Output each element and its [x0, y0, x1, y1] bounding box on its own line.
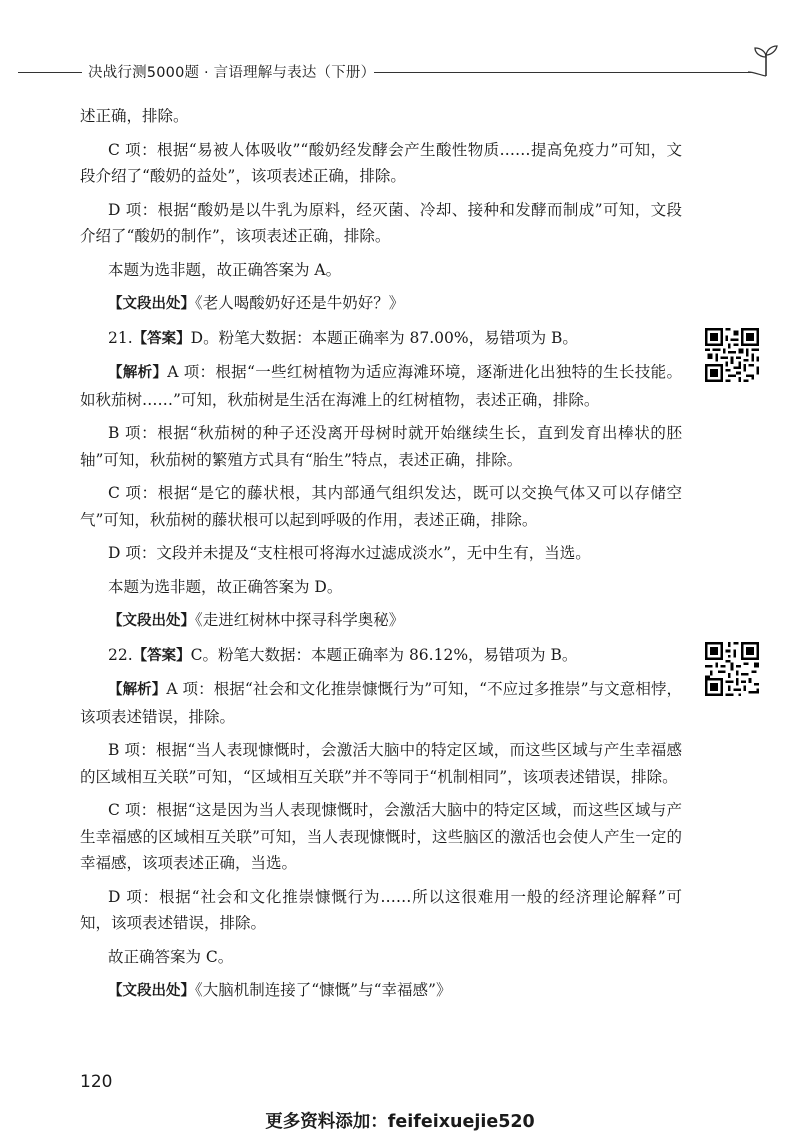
paragraph: B 项：根据“当人表现慷慨时，会激活大脑中的特定区域，而这些区域与产生幸福感的区域相互关联”可知，“区域相互关联”并不等同于“机制相同”，该项表述错误，排除。 [80, 741, 682, 786]
answer-line: 21.【答案】D。粉笔大数据：本题正确率为 87.00%，易错项为 B。 [108, 328, 578, 347]
paragraph: D 项：根据“酸奶是以牛乳为原料，经灭菌、冷却、接种和发酵而制成”可知，文段介绍了“酸奶的制作”，该项表述正确，排除。 [80, 200, 682, 245]
question-number: 22. [108, 645, 133, 664]
paragraph: C 项：根据“是它的藤状根，其内部通气组织发达，既可以交换气体又可以存储空气”可知，秋茄树的藤状根可以起到呼吸的作用，表述正确，排除。 [80, 484, 682, 529]
source-tag: 【文段出处】 [108, 983, 195, 999]
sprout-icon [746, 43, 786, 79]
running-header [18, 57, 783, 87]
qr-code-icon[interactable] [705, 642, 759, 696]
analysis-tag: 【解析】 [108, 365, 168, 381]
paragraph: 述正确，排除。 [80, 107, 189, 125]
paragraph: 本题为选非题，故正确答案为 D。 [108, 577, 343, 596]
page-body [80, 103, 682, 1012]
answer-line: 22.【答案】C。粉笔大数据：本题正确率为 86.12%，易错项为 B。 [108, 645, 578, 664]
header-rule-right [374, 72, 752, 73]
source-tag: 【文段出处】 [108, 613, 195, 629]
question-number: 21. [108, 328, 133, 347]
answer-tag: 【答案】 [132, 647, 191, 664]
book-title: 决战行测5000题 · 言语理解与表达（下册） [88, 65, 376, 81]
paragraph: C 项：根据“这是因为当人表现慷慨时，会激活大脑中的特定区域，而这些区域与产生幸福感的区域相互关联”可知，当人表现慷慨时，这些脑区的激活也会使人产生一定的幸福感，该项表述正确，当选。 [80, 801, 682, 872]
paragraph: B 项：根据“秋茄树的种子还没离开母树时就开始继续生长，直到发育出棒状的胚轴”可知，秋茄树的繁殖方式具有“胎生”特点，表述正确，排除。 [80, 424, 682, 469]
paragraph: D 项：文段并未提及“支柱根可将海水过滤成淡水”，无中生有，当选。 [108, 544, 591, 562]
analysis-paragraph: 【解析】A 项：根据“社会和文化推崇慷慨行为”可知，“不应过多推崇”与文意相悖，该项表述错误，排除。 [80, 680, 683, 726]
footer-note: 更多资料添加：feifeixuejie520 [265, 1112, 535, 1132]
page-number: 120 [80, 1072, 113, 1092]
source-line: 【文段出处】《大脑机制连接了“慷慨”与“幸福感”》 [108, 981, 452, 999]
source-line: 【文段出处】《走进红树林中探寻科学奥秘》 [108, 611, 405, 629]
paragraph: C 项：根据“易被人体吸收”“酸奶经发酵会产生酸性物质……提高免疫力”可知，文段介绍了“酸奶的益处”，该项表述正确，排除。 [80, 140, 682, 185]
source-line: 【文段出处】《老人喝酸奶好还是牛奶好？》 [108, 294, 405, 312]
paragraph: 本题为选非题，故正确答案为 A。 [108, 260, 342, 279]
source-tag: 【文段出处】 [108, 296, 195, 312]
analysis-paragraph: 【解析】A 项：根据“一些红树植物为适应海滩环境，逐渐进化出独特的生长技能。如秋茄树……”可知，秋茄树是生活在海滩上的红树植物，表述正确，排除。 [80, 363, 682, 409]
paragraph: 故正确答案为 C。 [108, 947, 234, 966]
qr-code-icon[interactable] [705, 328, 759, 382]
answer-tag: 【答案】 [132, 330, 191, 347]
analysis-tag: 【解析】 [108, 682, 167, 698]
header-rule-left [18, 72, 82, 73]
paragraph: D 项：根据“社会和文化推崇慷慨行为……所以这很难用一般的经济理论解释”可知，该项表述错误，排除。 [80, 887, 682, 932]
